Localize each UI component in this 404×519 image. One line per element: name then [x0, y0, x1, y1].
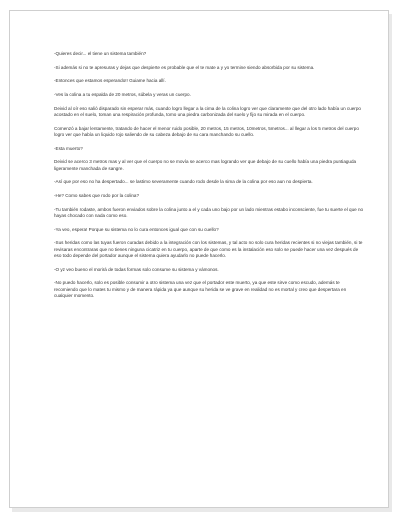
paragraph: -Así que por eso no ha despertado... se lastimo severamente cuando rodo desde la sima de la colina por eso aun no despierta.: [54, 179, 313, 185]
paragraph: -Sus heridas como las tuyas fueron curadas debido a la integración con los sistemas, y tal acto no solo cura heridas recientes si no viejas también, si te revisaras encontraras que no tienes ninguna cicatriz en tu cuerpo, aparte de que como es la instalación eso solo se puede hacer una vez después de eso todo depende del portador aunque el sistema quiera ayudarlo no puede hacerlo.: [54, 240, 363, 259]
paragraph: Deivid se acerco 3 metros mas y al ver que el cuerpo no se movía se acerco mas logrando ver que debajo de su cuello había una piedra puntiaguda ligeramente manchada de sangre.: [54, 159, 357, 171]
paragraph: -Entonces que estamos esperando!! Guiame hacia allí.: [54, 78, 166, 84]
paragraph: -Ves la colina a tu espalda de 20 metros, súbela y veras un cuerpo.: [54, 92, 191, 98]
paragraph: Comenzó a bajar lentamente, tratando de hacer el menor ruido posible, 20 metros, 15 metros, 10metros, 5metros... al llegar a los 5 metros del cuerpo logro ver que había un liquido rojo saliendo de su cabeza debajo de su cara manchando su cuello.: [54, 125, 359, 138]
paragraph: -Quieres decir... el tiene un sistema también?: [54, 51, 147, 56]
paragraph: -No puedo hacerlo, solo es posible consumir a otro sistema una vez que el portador este muerto, ya que este sirve como escudo, además te recomiendo que lo mates tu mismo y de manera rápida ya que aunque su herida se ve grave en realidad no es mortal y creo que despertara en cualquier momento.: [54, 280, 347, 298]
paragraph: -He? Como sabes que rodo por la colina?: [54, 193, 140, 199]
paragraph: -Ya veo, espera! Porque su sistema no lo cura entonces igual que con su cuello?: [54, 226, 219, 232]
paragraph: -Esta muerto?: [54, 145, 83, 151]
paragraph: -Si además si no te apresuras y dejas que despierte es probable que el te mate a y yo termine siendo absorbida por su sistema.: [54, 64, 315, 70]
paragraph: -Tu también rodaste, ambos fueron enviados sobre la colina junto a el y cada uno bajo por un lado mientras estabo inconsciente, fue tu suerte el que no hayas chocado con nada como eso.: [54, 206, 364, 219]
paragraph: -O yz veo bueno el morirá de todas formas solo consume su sistema y vámonos.: [54, 266, 219, 272]
paragraph: Deivid al oír eso salió disparado sin esperar más, cuando logro llegar a la cima de la colina logro ver que claramente que del otro lado había un cuerpo acostado en el suelo, toman una respiración profunda, tomo una piedra carbonizada del suelo y fijo su mirada en el cuerpo.: [54, 105, 361, 118]
document-page: [9, 10, 389, 508]
page-content: [54, 51, 364, 307]
